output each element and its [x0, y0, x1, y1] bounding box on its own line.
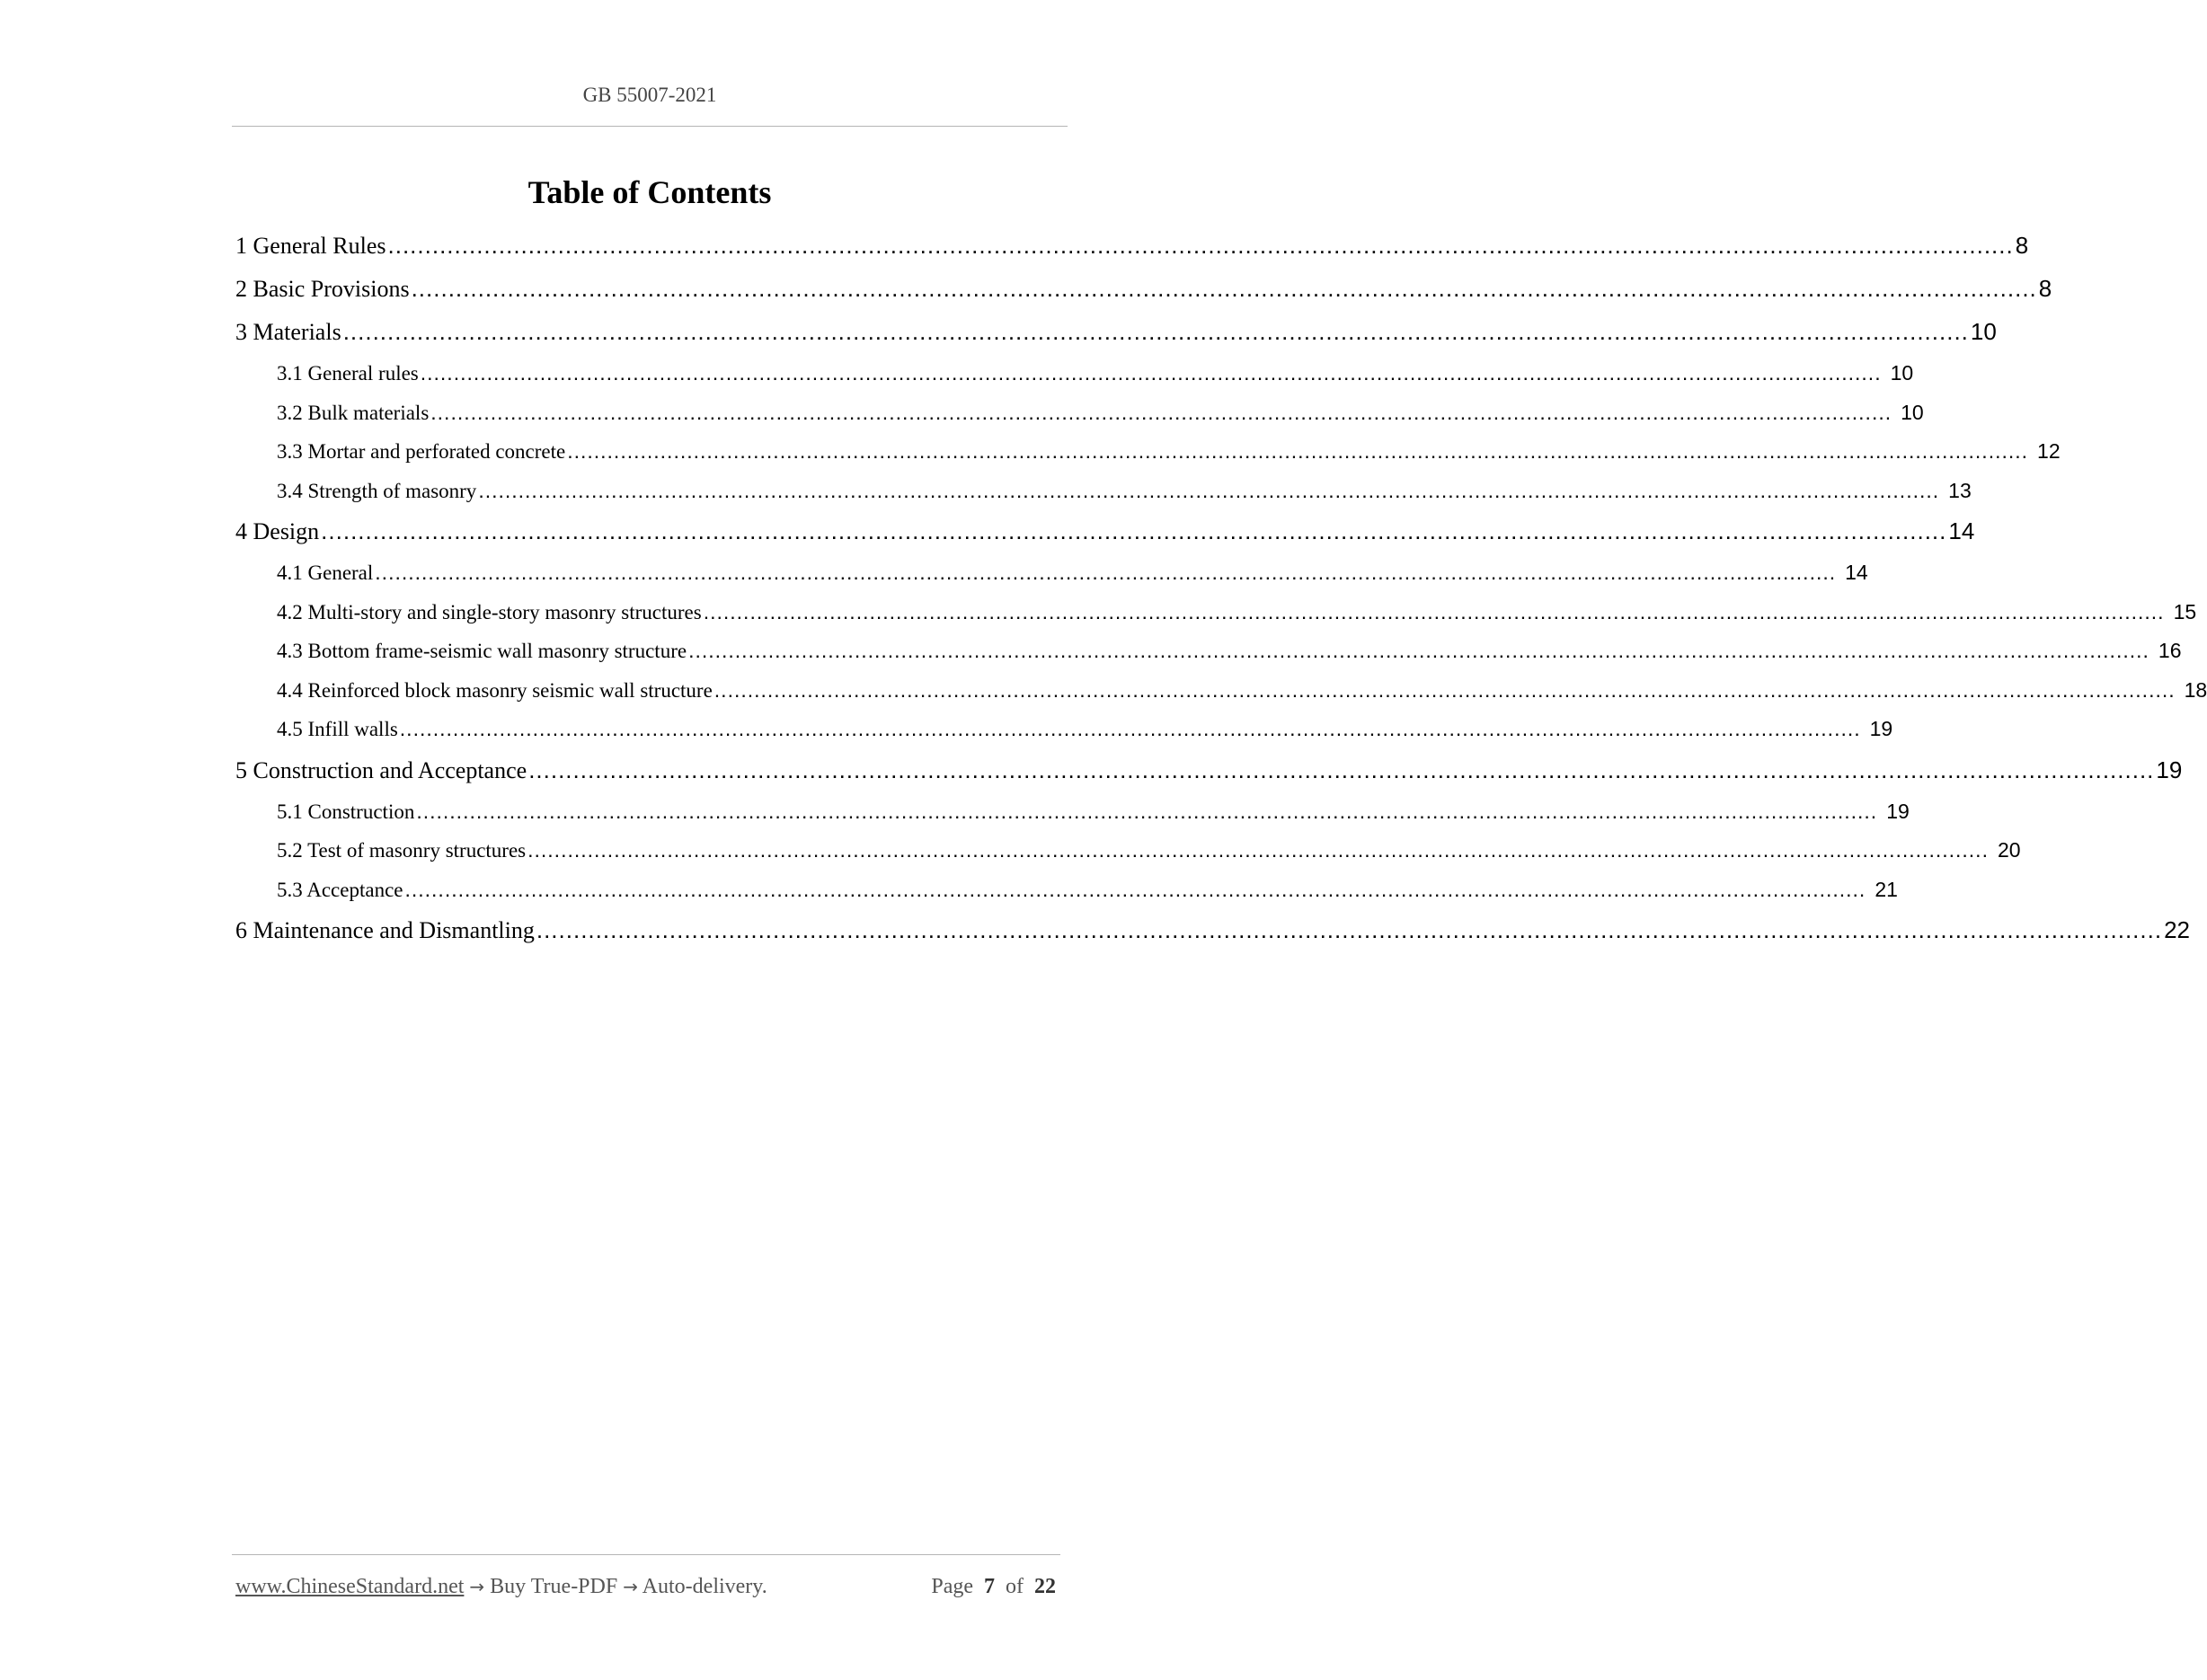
- toc-entry[interactable]: [235, 318, 1997, 361]
- table-of-contents: [235, 232, 2207, 959]
- toc-subentry[interactable]: [235, 400, 1924, 440]
- toc-entry-page: 19: [2156, 756, 2183, 783]
- dot-leader: ............................................................................................................................................................................................................................: [375, 561, 1837, 584]
- site-link[interactable]: www.ChineseStandard.net: [235, 1575, 465, 1598]
- toc-entry-page: 10: [1890, 361, 1914, 385]
- dot-leader: ............................................................................................................................................................................................................................: [703, 599, 2165, 623]
- toc-entry-page: 15: [2173, 599, 2197, 623]
- toc-entry-page: 18: [2184, 677, 2207, 702]
- toc-entry-page: 12: [2037, 439, 2061, 463]
- toc-entry-label: 5.2 Test of masonry structures: [277, 839, 527, 862]
- toc-entry-label: 4.2 Multi-story and single-story masonry structures: [277, 600, 702, 623]
- toc-subentry[interactable]: [235, 677, 2207, 718]
- dot-leader: ............................................................................................................................................................................................................................: [567, 439, 2029, 463]
- toc-subentry[interactable]: [235, 439, 2061, 479]
- total-pages: 22: [1034, 1575, 1056, 1598]
- toc-entry-page: 14: [1845, 561, 1868, 584]
- toc-entry-label: 4.4 Reinforced block masonry seismic wall structure: [277, 678, 713, 702]
- toc-subentry[interactable]: [235, 799, 1910, 839]
- dot-leader: ............................................................................................................................................................................................................................: [536, 916, 2163, 943]
- footer-divider: [232, 1554, 1060, 1555]
- auto-delivery-text: Auto-delivery.: [642, 1575, 767, 1598]
- toc-entry-page: 20: [1997, 838, 2021, 862]
- arrow-right-icon: →: [469, 1576, 485, 1597]
- toc-entry-page: 22: [2164, 916, 2190, 943]
- dot-leader: ............................................................................................................................................................................................................................: [688, 639, 2149, 662]
- toc-entry-label: 6 Maintenance and Dismantling: [235, 917, 535, 943]
- toc-entry-page: 21: [1875, 877, 1898, 901]
- toc-entry-label: 3.4 Strength of masonry: [277, 479, 477, 502]
- document-id-header: GB 55007-2021: [582, 84, 717, 106]
- toc-entry-label: 3.2 Bulk materials: [277, 401, 430, 424]
- toc-entry-label: 4.3 Bottom frame-seismic wall masonry structure: [277, 640, 687, 662]
- dot-leader: ............................................................................................................................................................................................................................: [430, 400, 1892, 424]
- toc-subentry[interactable]: [235, 478, 1972, 518]
- toc-subentry[interactable]: [235, 599, 2197, 640]
- page-word: Page: [931, 1575, 973, 1598]
- toc-subentry[interactable]: [235, 838, 2021, 878]
- toc-entry[interactable]: [235, 916, 2190, 959]
- dot-leader: ............................................................................................................................................................................................................................: [416, 799, 1878, 823]
- toc-entry-label: 4.1 General: [277, 561, 374, 584]
- buy-pdf-text: Buy True-PDF: [490, 1575, 618, 1598]
- toc-entry-page: 14: [1948, 517, 1975, 544]
- toc-entry-page: 10: [1970, 318, 1997, 345]
- toc-entry-page: 19: [1869, 717, 1893, 740]
- toc-entry-label: 1 General Rules: [235, 233, 386, 259]
- toc-subentry[interactable]: [235, 877, 1898, 917]
- toc-entry-page: 8: [2038, 275, 2052, 302]
- toc-subentry[interactable]: [235, 561, 1868, 600]
- dot-leader: ............................................................................................................................................................................................................................: [528, 756, 2155, 783]
- dot-leader: ............................................................................................................................................................................................................................: [478, 478, 1940, 502]
- dot-leader: ............................................................................................................................................................................................................................: [527, 838, 1989, 862]
- of-word: of: [1006, 1575, 1024, 1598]
- arrow-right-icon: →: [623, 1576, 638, 1597]
- toc-entry-label: 2 Basic Provisions: [235, 276, 410, 302]
- page-number: [931, 1575, 1056, 1599]
- dot-leader: ............................................................................................................................................................................................................................: [411, 275, 2037, 302]
- toc-subentry[interactable]: [235, 639, 2182, 678]
- toc-entry-label: 3.3 Mortar and perforated concrete: [277, 440, 566, 463]
- dot-leader: ............................................................................................................................................................................................................................: [399, 717, 1861, 740]
- toc-subentry[interactable]: [235, 717, 1893, 756]
- toc-entry-page: 8: [2015, 232, 2029, 259]
- dot-leader: ............................................................................................................................................................................................................................: [321, 517, 1947, 544]
- toc-entry-label: 4.5 Infill walls: [277, 718, 398, 740]
- header-divider: [232, 126, 1068, 127]
- toc-entry-label: 4 Design: [235, 518, 320, 544]
- toc-subentry[interactable]: [235, 361, 1914, 401]
- toc-entry-page: 10: [1901, 400, 1924, 424]
- current-page: 7: [984, 1575, 995, 1598]
- dot-leader: ............................................................................................................................................................................................................................: [342, 318, 1969, 345]
- toc-entry-label: 5 Construction and Acceptance: [235, 756, 527, 783]
- toc-entry[interactable]: [235, 275, 2052, 318]
- toc-entry-label: 3.1 General rules: [277, 362, 419, 385]
- dot-leader: ............................................................................................................................................................................................................................: [714, 677, 2176, 702]
- toc-entry-label: 5.1 Construction: [277, 800, 415, 823]
- toc-entry-label: 5.3 Acceptance: [277, 878, 403, 901]
- toc-entry[interactable]: [235, 756, 2183, 800]
- toc-entry[interactable]: [235, 517, 1975, 561]
- footer-promo: [235, 1575, 767, 1599]
- toc-entry-page: 16: [2158, 639, 2182, 662]
- dot-leader: ............................................................................................................................................................................................................................: [387, 232, 2014, 259]
- toc-entry-page: 19: [1886, 799, 1910, 823]
- toc-entry[interactable]: [235, 232, 2029, 275]
- page-title: Table of Contents: [527, 174, 772, 210]
- toc-entry-label: 3 Materials: [235, 319, 341, 345]
- dot-leader: ............................................................................................................................................................................................................................: [420, 361, 1882, 385]
- dot-leader: ............................................................................................................................................................................................................................: [404, 877, 1866, 901]
- toc-entry-page: 13: [1948, 478, 1972, 502]
